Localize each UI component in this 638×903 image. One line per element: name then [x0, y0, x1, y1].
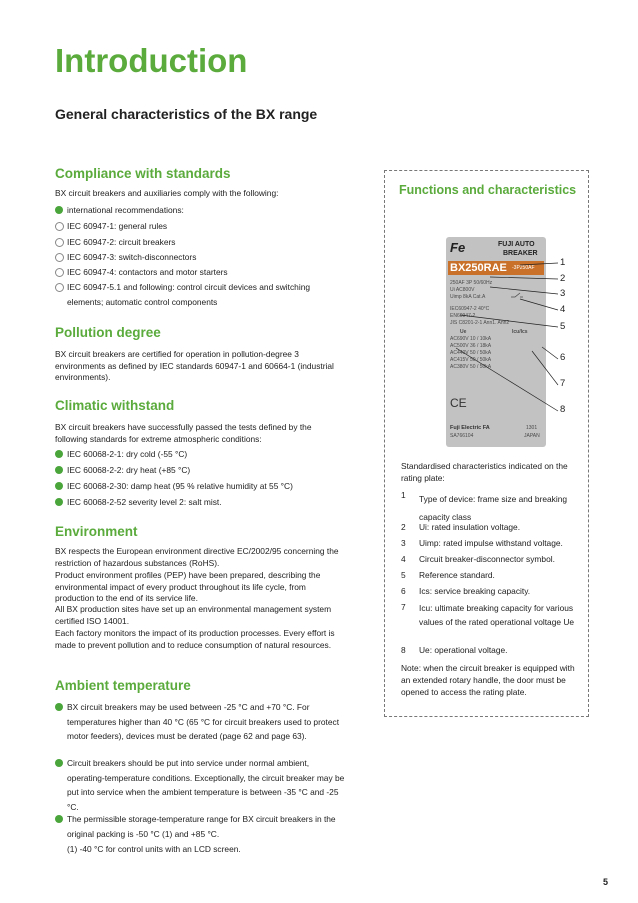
environment-p1: BX respects the European environment directive EC/2002/95 concerning the restriction of hazardous substances (RoHS). [55, 546, 339, 568]
list-item: 3 Uimp: rated impulse withstand voltage. [401, 538, 563, 548]
list-item: 4 Circuit breaker-disconnector symbol. [401, 554, 555, 564]
plate-line-1: 250AF 3P 50/60Hz [450, 280, 493, 286]
bullet-icon [55, 466, 63, 474]
climatic-intro: BX circuit breakers have successfully passed the tests defined by the following standards for extreme atmospheric conditions: [55, 422, 312, 444]
list-item: IEC 60947-4: contactors and motor starters [55, 265, 345, 280]
callout-7: 7 [560, 378, 566, 389]
plate-brand-2: BREAKER [503, 250, 538, 257]
environment-heading: Environment [55, 524, 138, 539]
plate-maker: Fuji Electric FA [450, 425, 490, 431]
plate-country: JAPAN [524, 433, 540, 439]
leader-line-6 [542, 347, 558, 359]
bullet-icon [55, 759, 63, 767]
plate-row: AC500V 36 / 18kA [450, 343, 492, 349]
bullet-icon [55, 283, 64, 292]
callout-4: 4 [560, 304, 566, 315]
bullet-icon [55, 703, 63, 711]
callout-leader-lines [440, 255, 565, 415]
environment-p3: All BX production sites have set up an environmental management system certified ISO 14001. [55, 604, 332, 626]
ambient-footnote: (1) -40 °C for control units with an LCD screen. [67, 844, 241, 854]
fuji-logo: Fe [450, 240, 466, 255]
functions-heading: Functions and characteristics [399, 183, 577, 197]
plate-col-icu: Icu/Ics [512, 329, 528, 335]
ambient-heading: Ambient temperature [55, 678, 191, 693]
climatic-heading: Climatic withstand [55, 398, 175, 413]
bullet-icon [55, 498, 63, 506]
list-item: 8 Ue: operational voltage. [401, 645, 508, 655]
plate-model: BX250RAE [450, 262, 507, 274]
list-item: IEC 60947-3: switch-disconnectors [55, 250, 345, 265]
list-item: international recommendations: [55, 203, 345, 218]
bullet-icon [55, 222, 64, 231]
leader-line-3 [490, 287, 558, 294]
bullet-icon [55, 253, 64, 262]
compliance-heading: Compliance with standards [55, 166, 231, 181]
plate-row: AC415V 50 / 50kA [450, 357, 492, 363]
bullet-icon [55, 206, 63, 214]
list-item: IEC 60068-2-30: damp heat (95 % relative humidity at 55 °C) [55, 479, 345, 494]
list-item: 2 Ui: rated insulation voltage. [401, 522, 521, 532]
callout-6: 6 [560, 352, 566, 363]
bullet-icon [55, 268, 64, 277]
list-item: IEC 60947-5.1 and following: control circuit devices and switching elements; automatic control components [55, 280, 345, 309]
list-item: BX circuit breakers may be used between -25 °C and +70 °C. For temperatures higher than 40 °C (65 °C for circuit breakers used to protect motor feeders), devices must be derated (page 62 and page 63). [55, 700, 345, 744]
callout-1: 1 [560, 257, 566, 268]
plate-row: AC690V 10 / 10kA [450, 336, 492, 342]
list-item: IEC 60947-1: general rules [55, 219, 345, 234]
leader-line-4 [520, 299, 558, 310]
page-number: 5 [602, 877, 608, 887]
list-item: 7 Icu: ultimate breaking capacity for various values of the rated operational voltage Ue [401, 602, 575, 627]
plate-line-3: Uimp 8kA Cat.A [450, 294, 486, 300]
plate-code: 1301 [526, 425, 538, 431]
plate-line-2: Ui AC800V [450, 287, 475, 293]
plate-std-1: IEC60947-2 40°C [450, 306, 490, 312]
functions-intro: Standardised characteristics indicated on the rating plate: [401, 461, 568, 483]
environment-p2: Product environment profiles (PEP) have been prepared, describing the environmental impact of every product throughout its life cycle, from production to the end of its service life. [55, 570, 321, 604]
list-item: IEC 60947-2: circuit breakers [55, 235, 345, 250]
plate-serial: SA766104 [450, 433, 474, 439]
pollution-heading: Pollution degree [55, 325, 161, 340]
bullet-icon [55, 238, 64, 247]
leader-line-2 [490, 277, 558, 279]
leader-line-1 [520, 263, 558, 265]
callout-2: 2 [560, 273, 566, 284]
list-item: IEC 60068-2-1: dry cold (-55 °C) [55, 447, 345, 462]
leader-line-8 [456, 348, 558, 411]
plate-std-2: EN60947-2 [450, 313, 476, 319]
page-title: Introduction [55, 42, 248, 79]
plate-model-suffix: -3P250AF [512, 265, 535, 271]
list-item: 1 Type of device: frame size and breaking capacity class [401, 490, 568, 522]
plate-brand-1: FUJI AUTO [498, 241, 535, 248]
functions-note: Note: when the circuit breaker is equipped with an extended rotary handle, the door must be opened to access the rating plate. [401, 663, 575, 697]
list-item: 5 Reference standard. [401, 570, 495, 580]
page-subtitle: General characteristics of the BX range [55, 106, 318, 122]
bullet-icon [55, 450, 63, 458]
list-item: IEC 60068-2-2: dry heat (+85 °C) [55, 463, 345, 478]
bullet-icon [55, 482, 63, 490]
plate-row: AC380V 50 / 50kA [450, 364, 492, 370]
ce-mark: CE [450, 396, 467, 410]
bullet-icon [55, 815, 63, 823]
callout-5: 5 [560, 321, 566, 332]
list-item: IEC 60068-2-52 severity level 2: salt mist. [55, 495, 345, 510]
compliance-intro: BX circuit breakers and auxiliaries comply with the following: [55, 188, 279, 198]
callout-3: 3 [560, 288, 566, 299]
list-item: 6 Ics: service breaking capacity. [401, 586, 531, 596]
callout-8: 8 [560, 404, 566, 415]
plate-col-ue: Ue [460, 329, 467, 335]
list-item: Circuit breakers should be put into service under normal ambient, operating-temperature conditions. Exceptionally, the circuit breaker may be put into service when the ambient temperature is between -35 °C and -25 °C. [55, 756, 345, 814]
list-item: The permissible storage-temperature range for BX circuit breakers in the original packing is -50 °C (1) and +85 °C. [55, 812, 345, 841]
leader-line-5 [460, 315, 558, 327]
plate-row: AC440V 50 / 50kA [450, 350, 492, 356]
pollution-text: BX circuit breakers are certified for operation in pollution-degree 3 environments as defined by IEC standards 60947-1 and 60664-1 (industrial environments). [55, 349, 334, 383]
environment-p4: Each factory monitors the impact of its production processes. Every effort is made to prevent pollution and to reduce consumption of natural resources. [55, 628, 335, 650]
plate-std-3: JIS C8201-2-1 Ann1. Ann2 [450, 320, 510, 326]
